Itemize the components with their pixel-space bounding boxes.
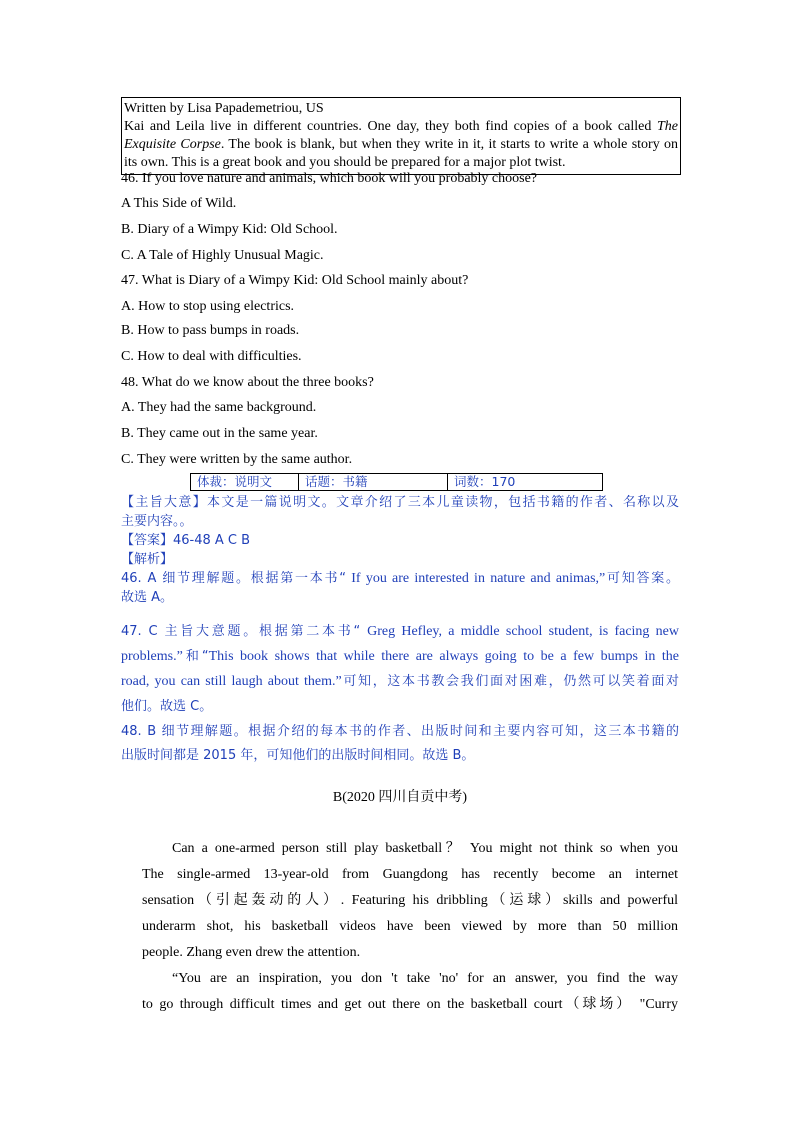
- word-count-cell: 词数：170: [448, 474, 603, 491]
- option-48c: C. They were written by the same author.: [121, 452, 353, 467]
- passage-line: The single-armed 13-year-old from Guangdong has recently become an internet: [142, 867, 678, 882]
- main-idea-line: 主要内容。。: [121, 514, 193, 529]
- quote-text: Greg Hefley, a middle school student, is facing new: [367, 624, 679, 639]
- explanation-48: [121, 720, 679, 768]
- explanation-title: 【解析】: [121, 552, 174, 567]
- option-46c: C. A Tale of Highly Unusual Magic.: [121, 248, 324, 263]
- passage-line: “You are an inspiration, you don 't take 'no' for an answer, you find the way: [172, 971, 678, 986]
- analysis-section: [121, 493, 679, 607]
- option-46a: A This Side of Wild.: [121, 196, 237, 211]
- passage-line: people. Zhang even drew the attention.: [142, 945, 361, 960]
- option-48b: B. They came out in the same year.: [121, 426, 318, 441]
- quote-text: This book shows that while there are always going to be a few bumps in the: [208, 649, 679, 664]
- explanation-47: [121, 619, 679, 719]
- explanation-text: 可知，这本书教会我们面对困难，仍然可以笑着面对: [341, 674, 679, 689]
- passage-line: to go through difficult times and get out there on the basketball court（球场） "Curry: [142, 997, 678, 1012]
- explanation-46-line: [121, 569, 679, 588]
- explanation-text: 46. A 细节理解题。根据第一本书“: [121, 571, 346, 586]
- option-47c: C. How to deal with difficulties.: [121, 349, 302, 364]
- quote-text: road, you can still laugh about them.”: [121, 674, 342, 689]
- explanation-48-line: 出版时间都是 2015 年，可知他们的出版时间相同。故选 B。: [121, 748, 475, 763]
- description-line: [122, 136, 680, 154]
- option-47a: A. How to stop using electrics.: [121, 299, 295, 314]
- explanation-47-line: [121, 644, 679, 669]
- question-48: 48. What do we know about the three books?: [121, 375, 374, 390]
- answer-line: 【答案】46-48 A C B: [121, 533, 251, 548]
- question-46: 46. If you love nature and animals, which book will you probably choose?: [121, 171, 538, 186]
- explanation-text: 47. C 主旨大意题。根据第二本书“: [121, 624, 368, 639]
- description-line: [122, 118, 680, 136]
- author-line: Written by Lisa Papademetriou, US: [124, 101, 324, 116]
- explanation-48-line: 48. B 细节理解题。根据介绍的每本书的作者、出版时间和主要内容可知，这三本书籍的: [121, 724, 679, 739]
- option-48a: A. They had the same background.: [121, 400, 317, 415]
- main-idea-line: 【主旨大意】本文是一篇说明文。文章介绍了三本儿童读物，包括书籍的作者、名称以及: [121, 495, 679, 510]
- book-title-italic: The: [657, 119, 678, 134]
- description-text: . The book is blank, but when they write in it, it starts to write a whole story on: [220, 137, 679, 152]
- reading-passage: [142, 836, 678, 1018]
- section-heading: B(2020 四川自贡中考): [332, 790, 468, 805]
- genre-cell: 体裁：说明文: [191, 474, 299, 491]
- explanation-text: 和“: [182, 649, 209, 664]
- explanation-47-line: [121, 619, 679, 644]
- quote-text: problems.”: [121, 649, 183, 664]
- question-47: 47. What is Diary of a Wimpy Kid: Old School mainly about?: [121, 273, 469, 288]
- explanation-47-line: 他们。故选 C。: [121, 699, 213, 714]
- explanation-text: 可知答案。: [605, 571, 679, 586]
- passage-line: Can a one-armed person still play basketball？ You might not think so when you: [172, 841, 678, 856]
- option-46b: B. Diary of a Wimpy Kid: Old School.: [121, 222, 338, 237]
- explanation-46-line: 故选 A。: [121, 590, 174, 605]
- description-text: Kai and Leila live in different countries. One day, they both find copies of a book called: [124, 119, 652, 134]
- passage-info-table: [190, 473, 603, 491]
- description-line: its own. This is a great book and you should be prepared for a major plot twist.: [124, 155, 566, 170]
- explanation-47-line: [121, 669, 679, 694]
- passage-line: sensation（引起轰动的人）. Featuring his dribbling（运球）skills and powerful: [142, 893, 678, 908]
- passage-line: underarm shot, his basketball videos have been viewed by more than 50 million: [142, 919, 678, 934]
- topic-cell: 话题：书籍: [299, 474, 448, 491]
- book-title-italic: Exquisite Corpse: [124, 137, 221, 152]
- option-47b: B. How to pass bumps in roads.: [121, 323, 300, 338]
- book-description-box: [121, 97, 681, 175]
- quote-text: If you are interested in nature and animas,”: [346, 571, 606, 586]
